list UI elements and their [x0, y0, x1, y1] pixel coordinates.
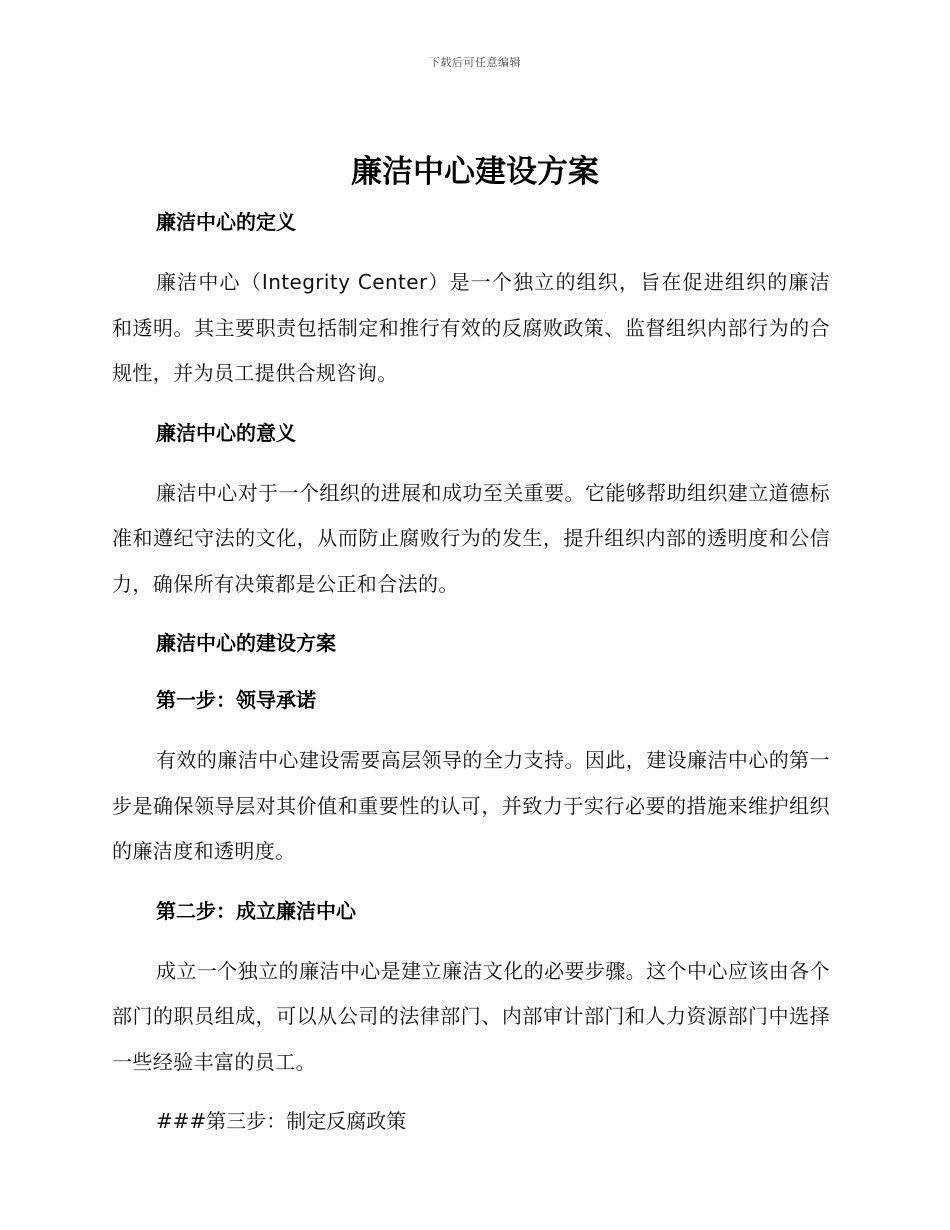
document-title: 廉洁中心建设方案 [351, 154, 599, 190]
paragraph-step-2: 成立一个独立的廉洁中心是建立廉洁文化的必要步骤。这个中心应该由各个部门的职员组成，可以从公司的法律部门、内部审计部门和人力资源部门中选择一些经验丰富的员工。 [112, 958, 830, 1074]
section-heading-meaning: 廉洁中心的意义 [156, 420, 296, 445]
paragraph-definition: 廉洁中心（Integrity Center）是一个独立的组织，旨在促进组织的廉洁和透明。其主要职责包括制定和推行有效的反腐败政策、监督组织内部行为的合规性，并为员工提供合规咨询。 [112, 270, 830, 385]
step-heading-1: 第一步：领导承诺 [156, 688, 316, 712]
step-heading-3: ###第三步：制定反腐政策 [156, 1109, 407, 1133]
paragraph-step-1: 有效的廉洁中心建设需要高层领导的全力支持。因此，建设廉洁中心的第一步是确保领导层对其价值和重要性的认可，并致力于实行必要的措施来维护组织的廉洁度和透明度。 [112, 748, 830, 863]
document-body [112, 204, 830, 1139]
header-note: 下载后可任意编辑 [429, 56, 521, 69]
step-heading-2: 第二步：成立廉洁中心 [156, 898, 356, 923]
paragraph-meaning: 廉洁中心对于一个组织的进展和成功至关重要。它能够帮助组织建立道德标准和遵纪守法的文化，从而防止腐败行为的发生，提升组织内部的透明度和公信力，确保所有决策都是公正和合法的。 [112, 480, 830, 596]
section-heading-definition: 廉洁中心的定义 [156, 210, 296, 234]
section-heading-plan: 廉洁中心的建设方案 [156, 631, 336, 655]
